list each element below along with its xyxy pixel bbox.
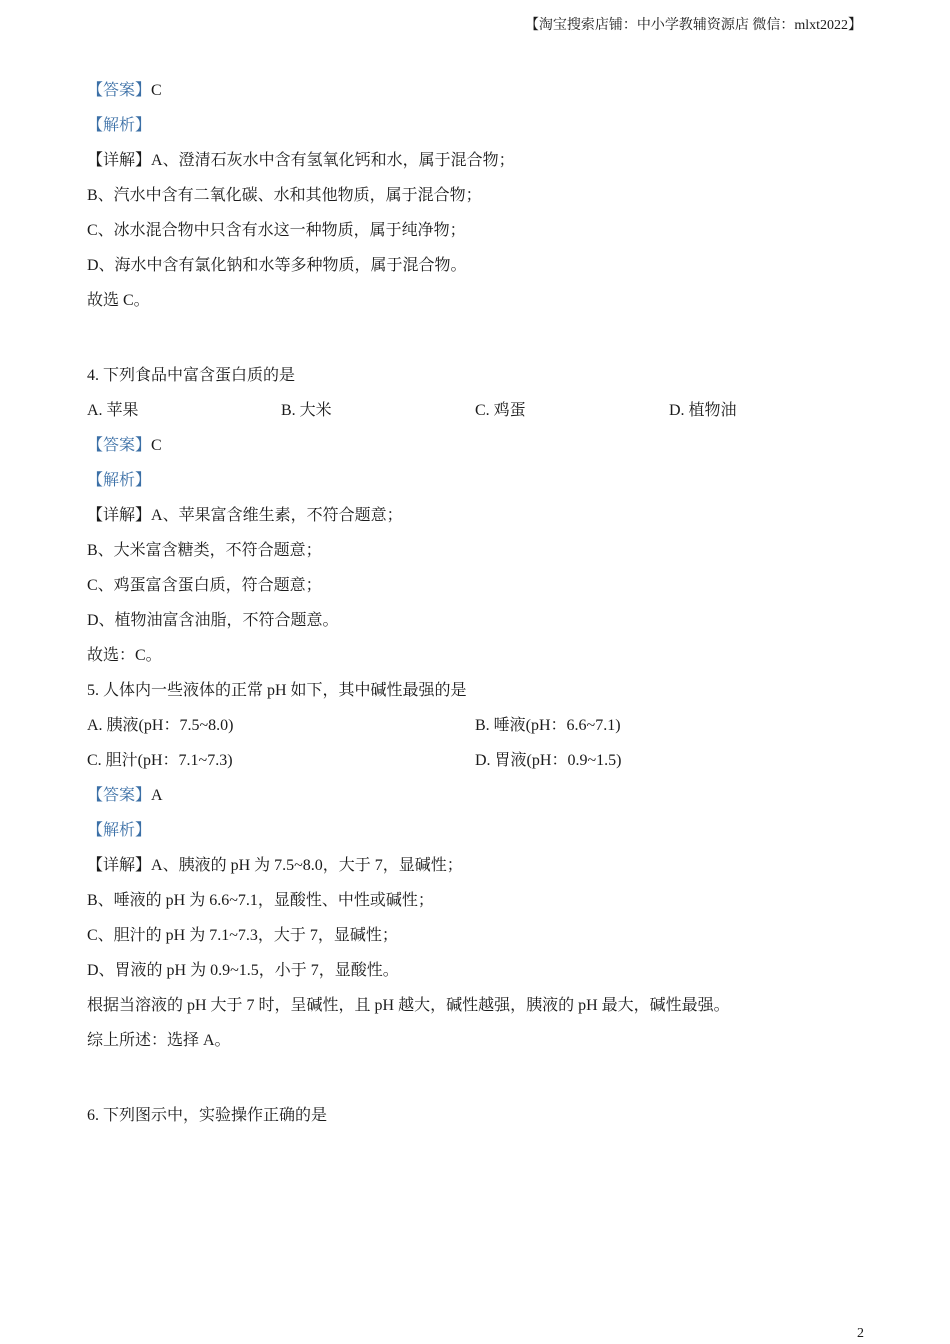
analysis-label: 【解析】 <box>87 822 152 839</box>
answer-value: C <box>151 437 162 454</box>
answer-label: 【答案】 <box>87 787 152 804</box>
conclusion-line: 综上所述：选择 A。 <box>87 1032 231 1049</box>
answer-label: 【答案】 <box>87 82 152 99</box>
detail-line <box>87 503 867 538</box>
option-a: A. 胰液(pH：7.5~8.0) <box>87 717 234 734</box>
question-stem: 4. 下列食品中富含蛋白质的是 <box>87 367 296 384</box>
option-c: C. 胆汁(pH：7.1~7.3) <box>87 752 233 769</box>
detail-line: B、汽水中含有二氧化碳、水和其他物质，属于混合物； <box>87 187 482 204</box>
answer-value: A <box>151 787 163 804</box>
analysis-line <box>87 113 867 148</box>
detail-line: 根据当溶液的 pH 大于 7 时，呈碱性，且 pH 越大，碱性越强，胰液的 pH 最大，碱性最强。 <box>87 997 730 1014</box>
detail-line: C、鸡蛋富含蛋白质，符合题意； <box>87 577 322 594</box>
answer-line <box>87 433 867 468</box>
detail-line: D、胃液的 pH 为 0.9~1.5，小于 7，显酸性。 <box>87 962 399 979</box>
question-stem: 6. 下列图示中，实验操作正确的是 <box>87 1107 328 1124</box>
options-row <box>87 398 867 433</box>
answer-value: C <box>151 82 162 99</box>
analysis-label: 【解析】 <box>87 472 152 489</box>
detail-label: 【详解】 <box>87 857 152 874</box>
answer-line <box>87 783 867 818</box>
detail-label: 【详解】 <box>87 152 152 169</box>
detail-line: B、大米富含糖类，不符合题意； <box>87 542 322 559</box>
answer-line <box>87 78 867 113</box>
options-row <box>87 713 867 748</box>
option-a: A. 苹果 <box>87 402 139 419</box>
detail-line: D、植物油富含油脂，不符合题意。 <box>87 612 339 629</box>
answer-label: 【答案】 <box>87 437 152 454</box>
option-c: C. 鸡蛋 <box>475 402 526 419</box>
detail-label: 【详解】 <box>87 507 152 524</box>
detail-line <box>87 148 867 183</box>
analysis-label: 【解析】 <box>87 117 152 134</box>
options-row <box>87 748 867 783</box>
detail-line <box>87 853 867 888</box>
page-header: 【淘宝搜索店铺：中小学教辅资源店 微信：mlxt2022】 <box>524 18 862 33</box>
question-stem: 5. 人体内一些液体的正常 pH 如下，其中碱性最强的是 <box>87 682 467 699</box>
analysis-line <box>87 468 867 503</box>
option-d: D. 植物油 <box>669 402 737 419</box>
detail-text: A、澄清石灰水中含有氢氧化钙和水，属于混合物； <box>151 152 515 169</box>
document-body <box>87 78 867 1138</box>
conclusion-line: 故选 C。 <box>87 292 150 309</box>
detail-line: C、冰水混合物中只含有水这一种物质，属于纯净物； <box>87 222 466 239</box>
detail-line: C、胆汁的 pH 为 7.1~7.3，大于 7，显碱性； <box>87 927 398 944</box>
detail-line: B、唾液的 pH 为 6.6~7.1，显酸性、中性或碱性； <box>87 892 434 909</box>
detail-line: D、海水中含有氯化钠和水等多种物质，属于混合物。 <box>87 257 467 274</box>
option-b: B. 唾液(pH：6.6~7.1) <box>475 717 621 734</box>
page-number: 2 <box>857 1326 864 1341</box>
detail-text: A、苹果富含维生素，不符合题意； <box>151 507 403 524</box>
conclusion-line: 故选：C。 <box>87 647 162 664</box>
detail-text: A、胰液的 pH 为 7.5~8.0，大于 7，显碱性； <box>151 857 463 874</box>
option-d: D. 胃液(pH：0.9~1.5) <box>475 752 622 769</box>
option-b: B. 大米 <box>281 402 332 419</box>
analysis-line <box>87 818 867 853</box>
